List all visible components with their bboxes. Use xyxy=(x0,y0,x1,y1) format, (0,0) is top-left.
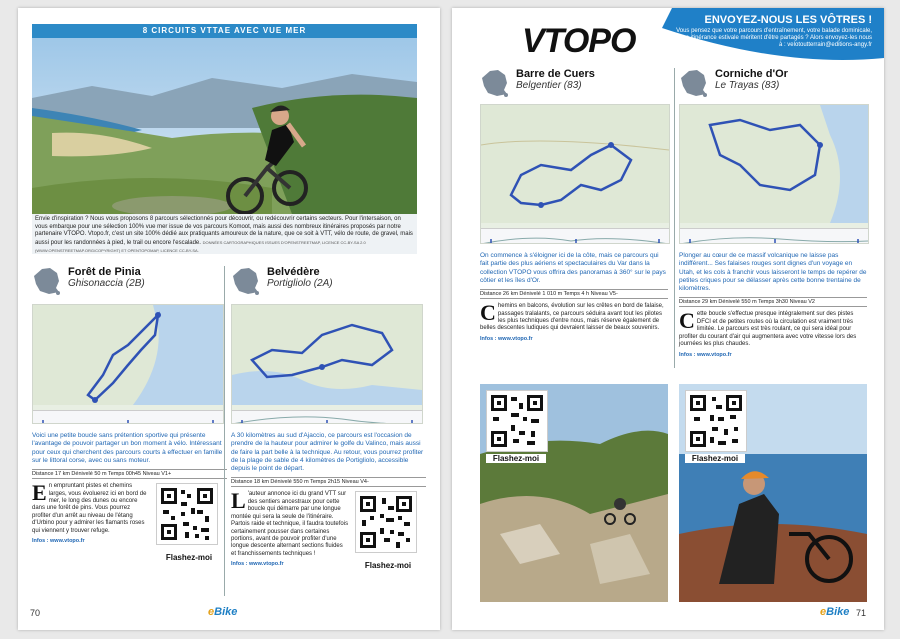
route-location: Le Trayas (83) xyxy=(715,80,780,91)
photo-rocky-trail xyxy=(480,384,668,602)
flash-label: Flashez-moi xyxy=(685,454,745,463)
france-map-icon xyxy=(32,266,62,296)
dropcap: L xyxy=(231,488,246,514)
route-map xyxy=(231,304,423,424)
qr-code[interactable] xyxy=(355,491,417,553)
dropcap: C xyxy=(679,308,695,334)
route-card-cuers xyxy=(480,68,668,342)
france-map-icon xyxy=(679,68,709,98)
hero-photo-cyclist xyxy=(32,38,417,214)
intro-text: Envie d'inspiration ? Nous vous proposons 8 parcours sélectionnés pour découvrir, ou redécouvrir certains secteurs. Pour l'intersaison, on vous embarque pour une sélection 100% vue mer issue de vos parcours Komoot, mais aussi des nombreux itinéraires proposés par notre partenaire VTOPO. Vtopo.fr, c'est un site 100% dédié aux pratiquants amoureux de la nature, que ce soit à VTT, vélo de route, de gravel, mais aussi pour les randonnées à pied, le trail ou encore l'escalade. xyxy=(35,216,413,246)
elevation-profile xyxy=(232,410,422,424)
flash-label: Flashez-moi xyxy=(364,561,412,571)
flash-label: Flashez-moi xyxy=(486,454,546,463)
route-summary: Plonger au cœur de ce massif volcanique ne laisse pas indifférent... Ses falaises rouges sont dignes d'un voyage en Utah, et les cols à franchir vous laisseront le temps de repérer de petites criques pour se délasser après cette bonne trentaine de kilomètres. xyxy=(679,252,867,293)
route-summary: Voici une petite boucle sans prétention sportive qui présente l'avantage de pouvoir partager un bon moment à vélo. Intéressant pour ceux qui cherchent des parcours courts à effectuer en famille sur le littoral corse, avec ou sans moteur. xyxy=(32,432,223,464)
route-title: Belvédère xyxy=(267,266,320,278)
route-summary: A 30 kilomètres au sud d'Ajaccio, ce parcours est l'occasion de prendre de la hauteur pour admirer le golfe du Valinco, mais aussi de faire la part belle à la technique. Au retour, vous pourrez profiter de la plage de sable de 4 kilomètres de Portigliolo, accessible depuis le point de départ. xyxy=(231,432,424,473)
column-divider xyxy=(224,266,225,596)
intro-paragraph xyxy=(32,214,417,254)
route-stats: Distance 26 km Dénivelé 1 010 m Temps 4 h Niveau V5- xyxy=(480,289,668,299)
route-infos-link[interactable]: Infos : www.vtopo.fr xyxy=(480,335,533,342)
section-banner: 8 CIRCUITS VTTAE AVEC VUE MER xyxy=(32,24,417,38)
dropcap: C xyxy=(480,300,496,326)
route-infos-link[interactable]: Infos : www.vtopo.fr xyxy=(679,351,732,358)
route-card-belvedere xyxy=(231,266,426,570)
qr-code[interactable] xyxy=(156,483,218,545)
page-number: 70 xyxy=(30,608,41,618)
flash-label: Flashez-moi xyxy=(165,553,213,563)
route-map xyxy=(679,104,869,244)
france-map-icon xyxy=(231,266,261,296)
route-body-text: hemins en balcons, évolution sur les crêtes en bord de falaise, passages tralalants, ce parcours séduira avant tout les pilotes les plus techniques d'entre nous, mais réserve également de belles descentes ludiques qui devraient laisser de beaux souvenirs. xyxy=(480,303,664,332)
route-map xyxy=(32,304,224,424)
france-map-icon xyxy=(480,68,510,98)
route-body xyxy=(32,480,150,535)
map-credit: DONNÉES CARTOGRAPHIQUES ISSUES D'OPENSTREETMAP, LICENCE CC-BY-SA 2.0 (WWW.OPENSTREETMAP.ORG/COPYRIGHT) ET OPENTOPOMAP, LICENCE CC-BY-SA. xyxy=(35,239,366,253)
route-card-corniche xyxy=(679,68,867,358)
route-location: Portigliolo (2A) xyxy=(267,278,333,289)
route-infos-link[interactable]: Infos : www.vtopo.fr xyxy=(32,538,85,545)
route-body-text: n empruntant pistes et chemins larges, vous évoluerez ici en bord de mer, le long des dunes ou encore dans une forêt de pins. Vous pourrez profiter d'un arrêt au niveau de l'étang d'Urbino pour y admirer les flamants roses qui viennent y trouver refuge. xyxy=(32,483,147,534)
route-body xyxy=(231,488,349,558)
elevation-profile xyxy=(33,410,223,424)
dropcap: E xyxy=(32,480,47,506)
magazine-logo: eBike xyxy=(820,606,850,618)
qr-code[interactable] xyxy=(685,390,747,452)
vtopo-logo: VTOPO xyxy=(522,22,636,60)
elevation-profile xyxy=(481,228,669,244)
submit-title: ENVOYEZ-NOUS LES VÔTRES ! xyxy=(704,14,872,26)
route-body-text: 'auteur annonce ici du grand VTT sur des sentiers ancestraux pour cette boucle qui démarre par une longue montée qui sera la seule de l'itinéraire. Partois raide et technique, il faudra toutefois certainement pousser dans certaines portions, avant de pouvoir profiter d'une longue descente alternant sections fluides et franchissements techniques ! xyxy=(231,491,349,557)
route-location: Ghisonaccia (2B) xyxy=(68,278,145,289)
left-page xyxy=(18,8,440,630)
route-map xyxy=(480,104,670,244)
route-summary: On commence à s'éloigner ici de la côte, mais ce parcours qui fait partie des plus aériens et spectaculaires du Var dans la collection VTOPO vous offrira des panoramas à 360° sur le pays côtier et les îles d'Or. xyxy=(480,252,666,284)
elevation-profile xyxy=(680,228,868,244)
route-stats: Distance 29 km Dénivelé 550 m Temps 3h30 Niveau V2 xyxy=(679,297,867,307)
route-card-pinia xyxy=(32,266,227,562)
submit-text: Vous pensez que votre parcours d'entraînement, votre balade dominicale, votre itinérance estivale méritent d'être partagés ? Alors envoyez-les nous à : velotoutterrain@editions-angy.fr xyxy=(675,28,872,48)
right-page xyxy=(452,8,884,630)
route-body xyxy=(679,308,867,348)
route-infos-link[interactable]: Infos : www.vtopo.fr xyxy=(231,561,284,568)
route-title: Corniche d'Or xyxy=(715,68,788,80)
route-location: Belgentier (83) xyxy=(516,80,582,91)
page-number: 71 xyxy=(856,608,867,618)
column-divider xyxy=(674,68,675,368)
route-body-text: ette boucle s'effectue presque intégralement sur des pistes DFCI et de petites routes où la circulation est vraiment très limitée. Le parcours est très roulant, ce qui sera idéal pour profiter du courant d'air qui augmentera avec votre vitesse lors des journées les plus chaudes. xyxy=(679,311,857,348)
photo-rider-coast xyxy=(679,384,867,602)
route-title: Barre de Cuers xyxy=(516,68,595,80)
qr-code[interactable] xyxy=(486,390,548,452)
route-title: Forêt de Pinia xyxy=(68,266,141,278)
route-stats: Distance 18 km Dénivelé 550 m Temps 2h15 Niveau V4- xyxy=(231,477,426,487)
magazine-logo: eBike xyxy=(208,606,238,618)
route-stats: Distance 17 km Dénivelé 50 m Temps 00h45 Niveau V1+ xyxy=(32,469,227,479)
route-body xyxy=(480,300,668,333)
